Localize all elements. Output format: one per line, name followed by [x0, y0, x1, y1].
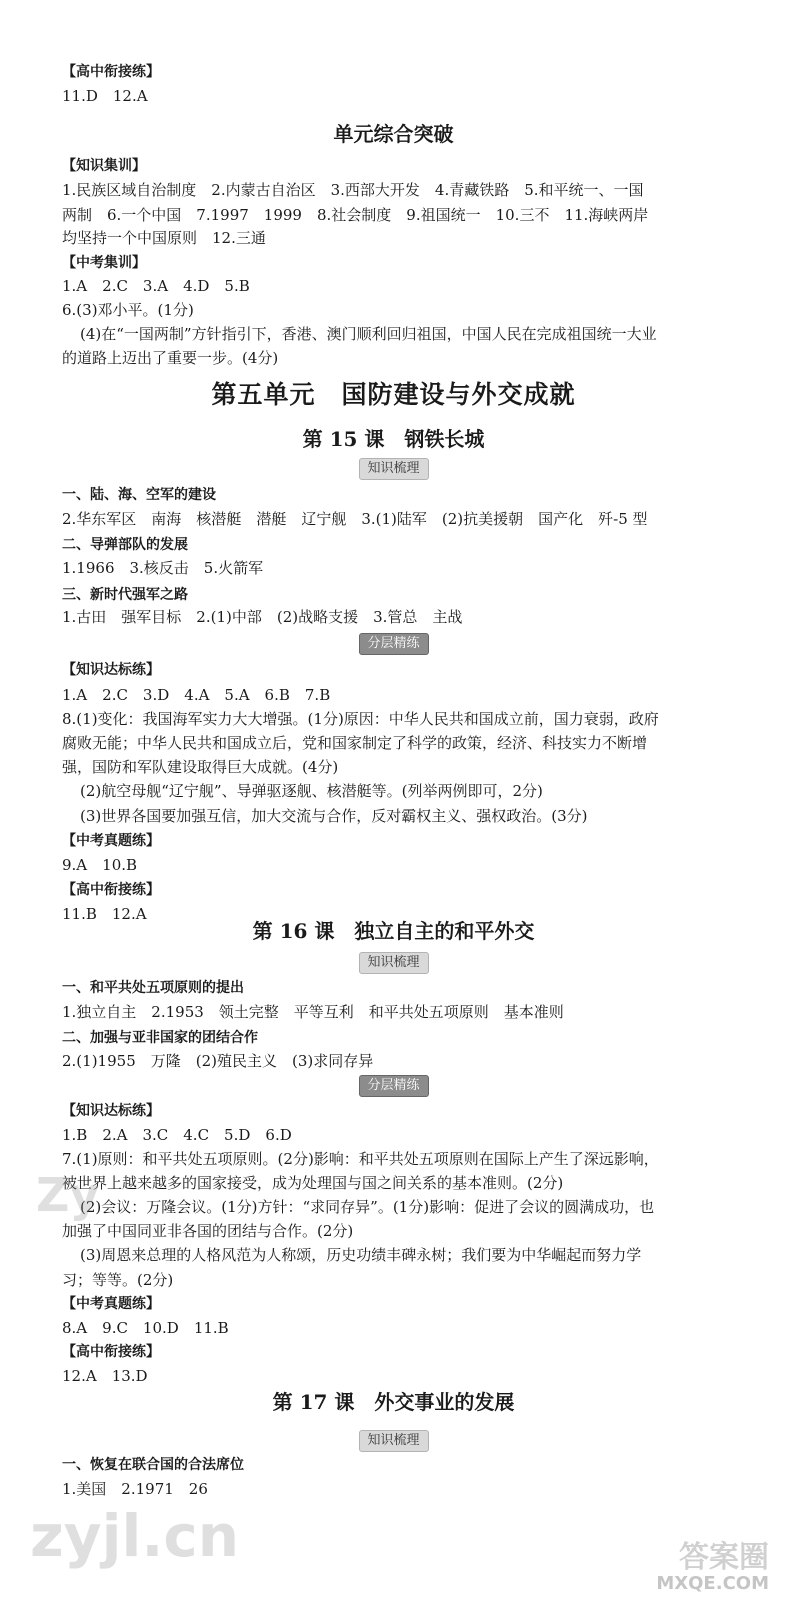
answer-line: 1.独立自主 2.1953 领土完整 平等互利 和平共处五项原则 基本准则: [62, 1003, 564, 1021]
answer-line: 12.A 13.D: [62, 1367, 148, 1385]
section-heading: 一、恢复在联合国的合法席位: [62, 1457, 244, 1473]
answer-line: 1.美国 2.1971 26: [62, 1480, 208, 1498]
section-badge: 分层精练: [358, 633, 428, 655]
answer-line: 腐败无能；中华人民共和国成立后，党和国家制定了科学的政策，经济、科技实力不断增: [62, 734, 648, 752]
section-badge: 知识梳理: [358, 952, 428, 974]
answer-line: 8.(1)变化：我国海军实力大大增强。(1分)原因：中华人民共和国成立前，国力衰弱，政府: [62, 710, 659, 728]
lesson-title: 第 15 课 钢铁长城: [302, 427, 485, 451]
answer-line: (4)在“一国两制”方针指引下，香港、澳门顺利回归祖国，中国人民在完成祖国统一大业: [80, 325, 657, 343]
section-badge: 分层精练: [358, 1075, 428, 1097]
answer-line: (2)航空母舰“辽宁舰”、导弹驱逐舰、核潜艇等。(列举两例即可，2分): [80, 782, 543, 800]
section-heading: 二、导弹部队的发展: [62, 537, 188, 553]
answer-line: 均坚持一个中国原则 12.三通: [62, 229, 266, 247]
answer-line: 两制 6.一个中国 7.1997 1999 8.社会制度 9.祖国统一 10.三不 11.海峡两岸: [62, 206, 649, 224]
answer-line: 8.A 9.C 10.D 11.B: [62, 1319, 229, 1337]
section-badge: 知识梳理: [358, 458, 428, 480]
section-heading: 【中考真题练】: [62, 1296, 160, 1312]
watermark-bottom-right-url: MXQE.COM: [656, 1573, 769, 1594]
watermark-bottom-right: 答案圈: [679, 1540, 769, 1575]
section-heading: 三、新时代强军之路: [62, 587, 188, 603]
answer-line: 2.华东军区 南海 核潜艇 潜艇 辽宁舰 3.(1)陆军 (2)抗美援朝 国产化 歼-5 型: [62, 510, 648, 528]
answer-line: 9.A 10.B: [62, 856, 138, 874]
section-heading: 一、陆、海、空军的建设: [62, 487, 216, 503]
watermark-bottom-left: zyjl.cn: [30, 1502, 240, 1570]
answer-line: 2.(1)1955 万隆 (2)殖民主义 (3)求同存异: [62, 1052, 374, 1070]
answer-line: 强，国防和军队建设取得巨大成就。(4分): [62, 758, 339, 776]
section-heading: 【中考集训】: [62, 255, 146, 271]
answer-line: (3)周恩来总理的人格风范为人称颂，历史功绩丰碑永树；我们要为中华崛起而努力学: [80, 1246, 642, 1264]
section-heading: 二、加强与亚非国家的团结合作: [62, 1030, 258, 1046]
answer-line: 的道路上迈出了重要一步。(4分): [62, 349, 279, 367]
answer-line: 1.A 2.C 3.D 4.A 5.A 6.B 7.B: [62, 686, 331, 704]
section-heading: 【知识集训】: [62, 158, 146, 174]
section-heading: 【高中衔接练】: [62, 882, 160, 898]
answer-line: 11.B 12.A: [62, 905, 147, 923]
section-heading: 【知识达标练】: [62, 1103, 160, 1119]
answer-line: 1.B 2.A 3.C 4.C 5.D 6.D: [62, 1126, 292, 1144]
answer-line: 被世界上越来越多的国家接受，成为处理国与国之间关系的基本准则。(2分): [62, 1174, 564, 1192]
section-badge: 知识梳理: [358, 1430, 428, 1452]
answer-line: 1.民族区域自治制度 2.内蒙古自治区 3.西部大开发 4.青藏铁路 5.和平统一、一国: [62, 181, 644, 199]
lesson-title: 第 16 课 独立自主的和平外交: [252, 919, 535, 943]
unit-title: 第五单元 国防建设与外交成就: [211, 380, 576, 409]
lesson-title: 第 17 课 外交事业的发展: [272, 1390, 515, 1414]
answer-line: 加强了中国同亚非各国的团结与合作。(2分): [62, 1222, 354, 1240]
answer-line: 1.1966 3.核反击 5.火箭军: [62, 559, 264, 577]
lesson-title: 单元综合突破: [333, 122, 454, 146]
section-heading: 一、和平共处五项原则的提出: [62, 980, 244, 996]
answer-line: 11.D 12.A: [62, 87, 148, 105]
answer-line: 7.(1)原则：和平共处五项原则。(2分)影响：和平共处五项原则在国际上产生了深远影响，: [62, 1150, 659, 1168]
answer-line: (2)会议：万隆会议。(1分)方针：“求同存异”。(1分)影响：促进了会议的圆满成功，也: [80, 1198, 655, 1216]
answer-line: 1.古田 强军目标 2.(1)中部 (2)战略支援 3.管总 主战: [62, 608, 463, 626]
answer-line: 6.(3)邓小平。(1分): [62, 301, 194, 319]
section-heading: 【中考真题练】: [62, 833, 160, 849]
answer-line: 1.A 2.C 3.A 4.D 5.B: [62, 277, 250, 295]
answer-line: 习；等等。(2分): [62, 1271, 174, 1289]
watermark-mid: Zy: [36, 1168, 100, 1222]
section-heading: 【知识达标练】: [62, 662, 160, 678]
section-heading: 【高中衔接练】: [62, 64, 160, 80]
answer-line: (3)世界各国要加强互信，加大交流与合作，反对霸权主义、强权政治。(3分): [80, 807, 588, 825]
section-heading: 【高中衔接练】: [62, 1344, 160, 1360]
